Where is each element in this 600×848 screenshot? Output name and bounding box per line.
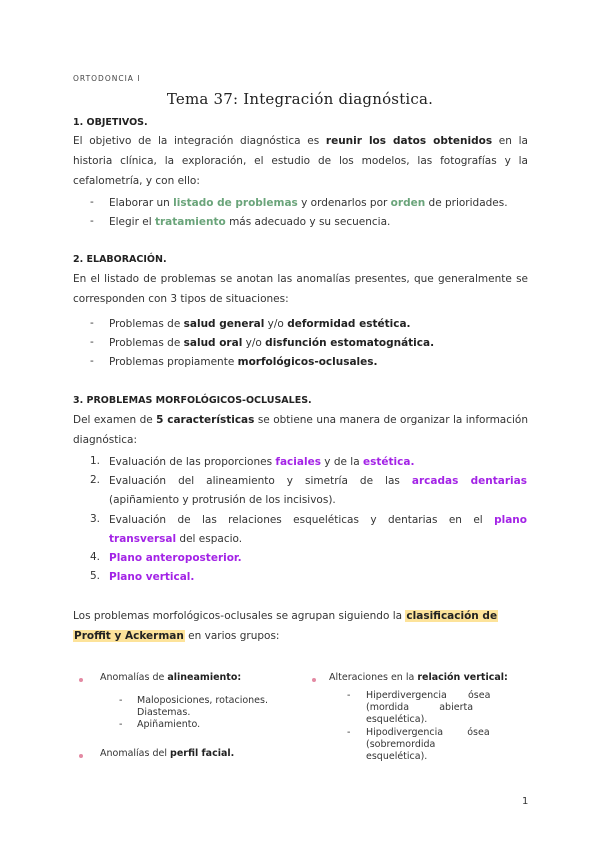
text: del espacio. [176, 533, 243, 545]
text: Evaluación de las relaciones esqueléticas y dentarias en el [109, 514, 495, 526]
bullet-icon [79, 754, 83, 758]
list-dash: - [347, 690, 351, 701]
emphasis: perfil facial. [170, 748, 235, 759]
sub-item: Hiperdivergencia ósea [366, 690, 491, 701]
text: en varios grupos: [184, 630, 280, 642]
list-item [109, 568, 194, 587]
emphasis: Plano anteroposterior. [109, 552, 242, 564]
list-dash: - [90, 317, 94, 329]
text: Anomalías de [100, 672, 168, 683]
text: en la historia clínica, la exploración, el estudio de los modelos, las fotografías y la cefalometría, y con ello: [73, 135, 528, 187]
text: Problemas de [109, 337, 184, 349]
list-item [109, 213, 390, 232]
paragraph-problemas [73, 410, 528, 450]
text: Problemas propiamente [109, 356, 238, 368]
text: de prioridades. [425, 197, 508, 209]
emphasis: Plano vertical. [109, 571, 195, 583]
emphasis: 5 características [156, 414, 255, 426]
list-dash: - [90, 215, 94, 227]
text: y ordenarlos por [297, 197, 391, 209]
bullet-icon [312, 678, 316, 682]
list-number: 3. [90, 513, 101, 525]
page-number: 1 [522, 796, 529, 807]
emphasis: alineamiento: [167, 672, 242, 683]
text: Problemas de [109, 318, 184, 330]
list-number: 4. [90, 551, 101, 563]
emphasis: reunir los datos obtenidos [325, 135, 493, 147]
list-dash: - [119, 695, 123, 706]
group-item [329, 672, 508, 684]
list-item-continuation [109, 530, 242, 549]
emphasis: salud general [183, 318, 265, 330]
text: Elegir el [109, 216, 155, 228]
group-item [100, 748, 234, 760]
highlight: Proffit y Ackerman [74, 630, 184, 642]
text: Alteraciones en la [329, 672, 418, 683]
text: más adecuado y su secuencia. [225, 216, 391, 228]
sub-item: Hipodivergencia ósea [366, 727, 490, 738]
emphasis: faciales [275, 456, 321, 468]
section-heading-objetivos: 1. OBJETIVOS. [73, 117, 148, 128]
text: y de la [320, 456, 363, 468]
list-item [109, 315, 411, 334]
sub-item: Maloposiciones, rotaciones. [137, 695, 268, 706]
list-item [109, 549, 242, 568]
paragraph-elaboracion: En el listado de problemas se anotan las anomalías presentes, que generalmente se corresponden con 3 tipos de situaciones: [73, 273, 528, 305]
emphasis: tratamiento [154, 216, 226, 228]
list-item [109, 511, 527, 530]
emphasis: estética. [363, 456, 415, 468]
emphasis: plano [494, 514, 527, 526]
page-title: Tema 37: Integración diagnóstica. [166, 90, 434, 108]
emphasis: disfunción estomatognática. [265, 337, 435, 349]
list-item [109, 453, 414, 472]
list-item [109, 472, 527, 491]
emphasis: arcadas dentarias [411, 475, 527, 487]
sub-item: esquelética). [366, 751, 428, 762]
emphasis: salud oral [183, 337, 243, 349]
text: se obtiene una manera de organizar la información diagnóstica: [73, 414, 529, 446]
emphasis: transversal [109, 533, 177, 545]
text: y/o [242, 337, 266, 349]
list-item [109, 334, 434, 353]
list-dash: - [90, 336, 94, 348]
emphasis: listado de problemas [173, 197, 298, 209]
sub-item: (mordida abierta [366, 702, 474, 713]
sub-item: esquelética). [366, 714, 428, 725]
list-number: 2. [90, 474, 101, 486]
sub-item: Diastemas. [137, 707, 191, 718]
text: Elaborar un [109, 197, 174, 209]
sub-item: (sobremordida [366, 739, 436, 750]
emphasis: relación vertical: [417, 672, 508, 683]
list-dash: - [90, 196, 94, 208]
text: Evaluación del alineamiento y simetría de las [109, 475, 412, 487]
bullet-icon [79, 678, 83, 682]
paragraph-clasificacion [73, 606, 528, 626]
group-item [100, 672, 241, 684]
list-item [109, 194, 508, 213]
text: Del examen de [73, 414, 157, 426]
sub-item: Apiñamiento. [137, 719, 201, 730]
highlight: clasificación de [406, 610, 498, 622]
text: Anomalías del [100, 748, 171, 759]
text: Los problemas morfológicos-oclusales se agrupan siguiendo la [73, 610, 406, 622]
emphasis: deformidad estética. [287, 318, 411, 330]
text: El objetivo de la integración diagnóstica es [73, 135, 326, 147]
list-item-continuation: (apiñamiento y protrusión de los incisivos). [109, 494, 336, 506]
list-dash: - [347, 727, 351, 738]
text: y/o [264, 318, 288, 330]
text: Evaluación de las proporciones [109, 456, 276, 468]
list-dash: - [90, 355, 94, 367]
list-number: 1. [90, 455, 101, 467]
list-dash: - [119, 719, 123, 730]
course-header: ORTODONCIA I [73, 74, 141, 83]
list-item [109, 353, 378, 372]
section-heading-elaboracion: 2. ELABORACIÓN. [73, 254, 167, 265]
paragraph-clasificacion-cont [73, 626, 528, 646]
section-heading-problemas: 3. PROBLEMAS MORFOLÓGICOS-OCLUSALES. [73, 395, 312, 406]
emphasis: morfológicos-oclusales. [237, 356, 378, 368]
list-number: 5. [90, 570, 101, 582]
paragraph-objetivos [73, 131, 528, 191]
emphasis: orden [390, 197, 426, 209]
